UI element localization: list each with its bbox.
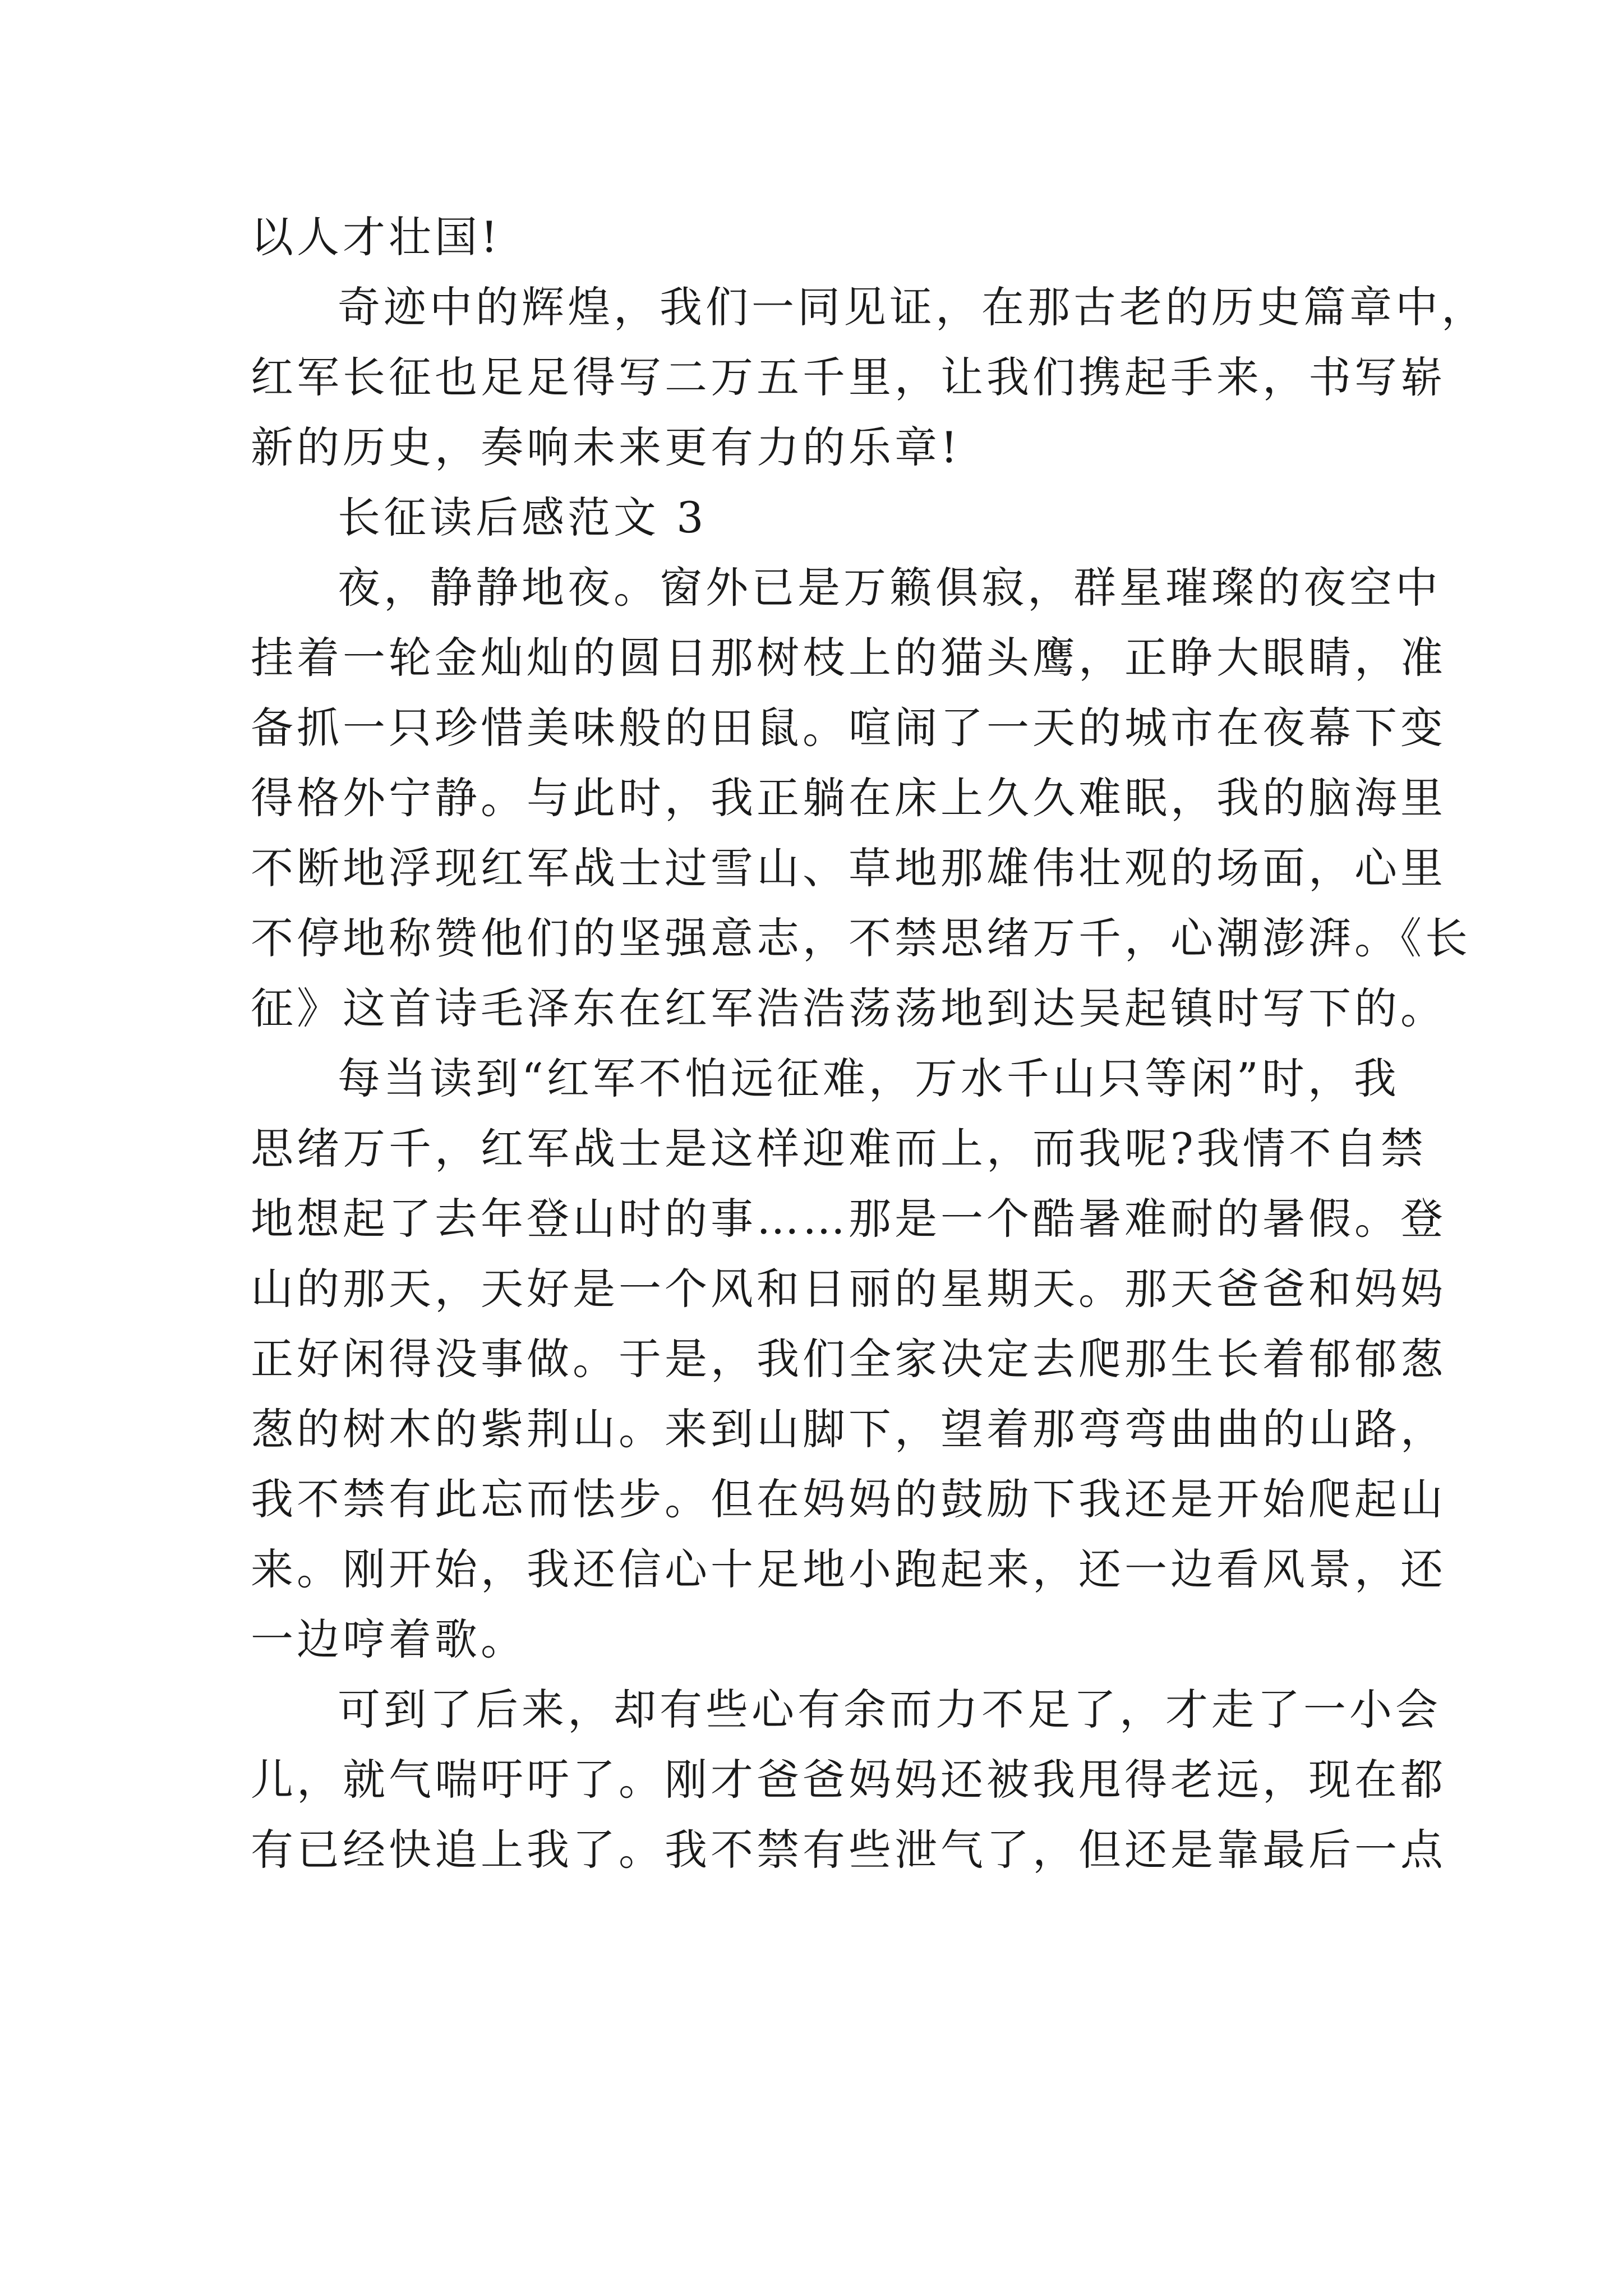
text-line: 红军长征也足足得写二万五千里，让我们携起手来，书写崭 — [251, 352, 1446, 402]
section-heading: 长征读后感范文 3 — [338, 493, 707, 542]
text-line: 山的那天，天好是一个风和日丽的星期天。那天爸爸和妈妈 — [251, 1264, 1446, 1314]
text-line: 葱的树木的紫荆山。来到山脚下，望着那弯弯曲曲的山路， — [251, 1404, 1446, 1454]
text-line: 以人才壮国! — [251, 212, 501, 262]
text-line: 不停地称赞他们的坚强意志，不禁思绪万千，心潮澎湃。《长 — [251, 913, 1471, 963]
text-line: 思绪万千，红军战士是这样迎难而上，而我呢?我情不自禁 — [251, 1124, 1427, 1174]
text-line: 正好闲得没事做。于是，我们全家决定去爬那生长着郁郁葱 — [251, 1334, 1446, 1384]
text-line: 有已经快追上我了。我不禁有些泄气了，但还是靠最后一点 — [251, 1825, 1446, 1875]
text-line: 奇迹中的辉煌，我们一同见证，在那古老的历史篇章中， — [338, 282, 1487, 332]
text-line: 不断地浮现红军战士过雪山、草地那雄伟壮观的场面，心里 — [251, 843, 1446, 893]
text-line: 得格外宁静。与此时，我正躺在床上久久难眠，我的脑海里 — [251, 773, 1446, 823]
text-line: 儿，就气喘吁吁了。刚才爸爸妈妈还被我甩得老远，现在都 — [251, 1755, 1446, 1805]
text-line: 每当读到“红军不怕远征难，万水千山只等闲”时，我 — [338, 1053, 1400, 1103]
text-line: 备抓一只珍惜美味般的田鼠。喧闹了一天的城市在夜幕下变 — [251, 703, 1446, 753]
text-line: 夜，静静地夜。窗外已是万籁俱寂，群星璀璨的夜空中 — [338, 563, 1441, 613]
text-line: 地想起了去年登山时的事……那是一个酷暑难耐的暑假。登 — [251, 1194, 1446, 1244]
text-line: 挂着一轮金灿灿的圆日那树枝上的猫头鹰，正睁大眼睛，准 — [251, 633, 1446, 683]
text-line: 一边哼着歌。 — [251, 1614, 527, 1664]
text-line: 我不禁有此忘而怯步。但在妈妈的鼓励下我还是开始爬起山 — [251, 1474, 1446, 1524]
text-line: 来。刚开始，我还信心十足地小跑起来，还一边看风景，还 — [251, 1544, 1446, 1594]
text-line: 新的历史，奏响未来更有力的乐章! — [251, 422, 961, 472]
text-line: 可到了后来，却有些心有余而力不足了，才走了一小会 — [338, 1685, 1441, 1734]
body-text — [251, 202, 1487, 1885]
text-line: 征》这首诗毛泽东在红军浩浩荡荡地到达吴起镇时写下的。 — [251, 983, 1446, 1033]
